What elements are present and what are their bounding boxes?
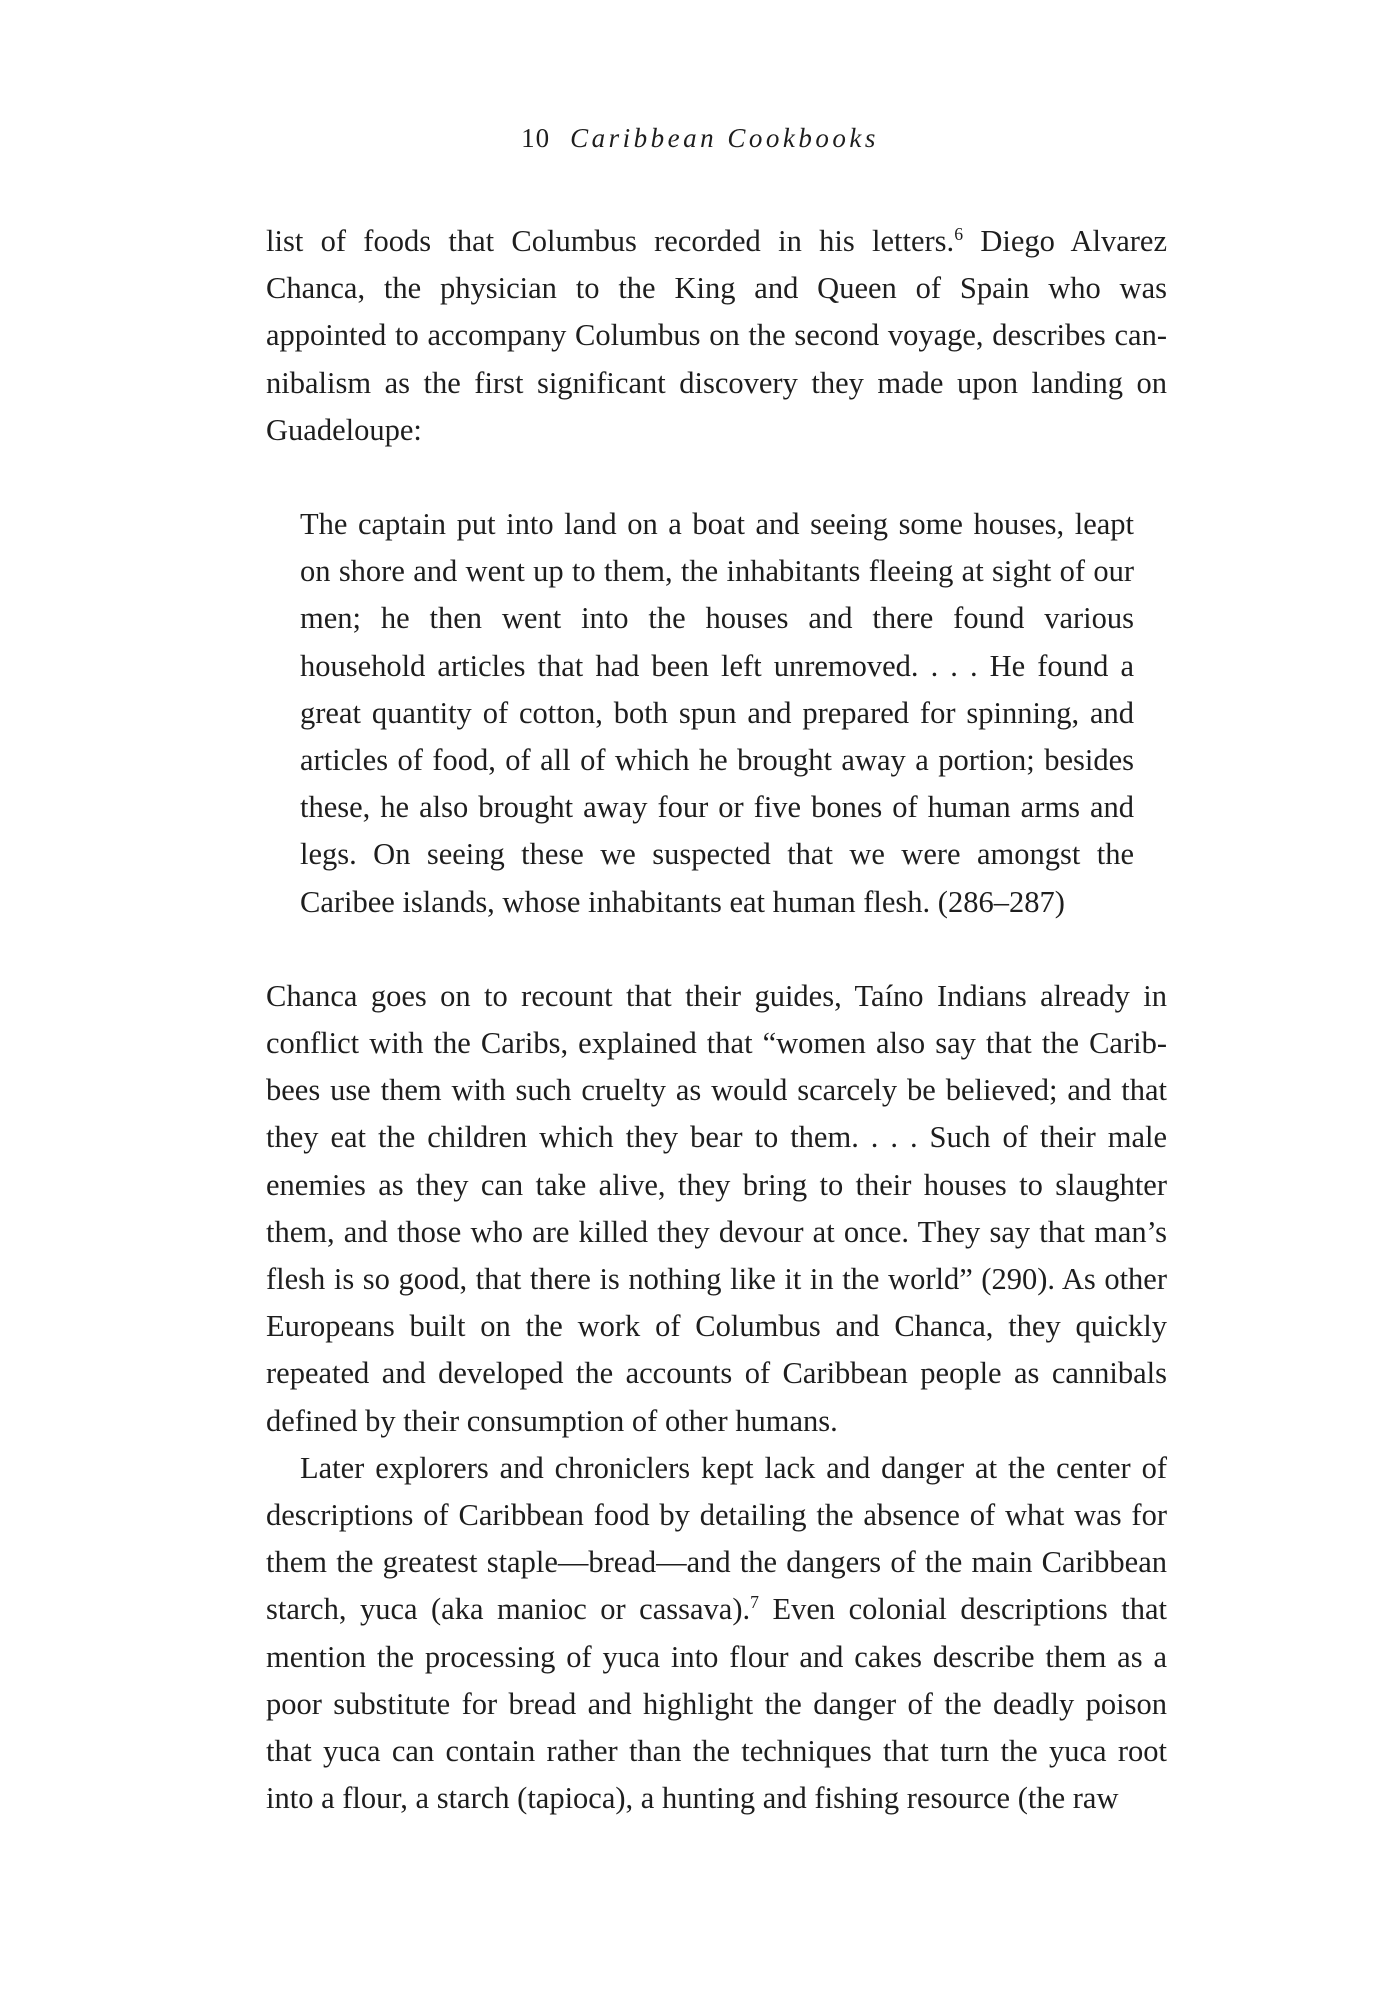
paragraph-continued	[266, 218, 1167, 454]
book-title: Caribbean Cookbooks	[570, 123, 879, 153]
paragraph	[266, 1445, 1167, 1823]
footnote-reference: 7	[750, 1592, 759, 1613]
paragraph-text: list of foods that Columbus recorded in his letters.	[266, 224, 955, 258]
page-number: 10	[521, 123, 551, 153]
footnote-reference: 6	[954, 224, 964, 245]
paragraph: Chanca goes on to recount that their guides, Taíno Indians already in conflict with the Caribs, explained that “women also say that the Caribbees use them with such cruelty as would scarcely be believed; and that they eat the children which they bear to them. . . . Such of their male enemies as they can take alive, they bring to their houses to slaughter them, and those who are killed they devour at once. They say that man’s flesh is so good, that there is nothing like it in the world” (290). As other Europeans built on the work of Columbus and Chanca, they quickly repeated and developed the accounts of Caribbean people as cannibals defined by their consumption of other humans.	[266, 978, 1167, 1438]
block-quotation: The captain put into land on a boat and seeing some houses, leapt on shore and went up to them, the inhabitants fleeing at sight of our men; he then went into the houses and there found various household articles that had been left unremoved. . . . He found a great quantity of cotton, both spun and prepared for spinning, and articles of food, of all of which he brought away a portion; besides these, he also brought away four or five bones of human arms and legs. On seeing these we suspected that we were amongst the Caribee islands, whose inhabitants eat human flesh. (286–287)	[300, 507, 1134, 919]
body-text	[266, 218, 1167, 1823]
paragraph-text: Even colonial descriptions that mention the processing of yuca into flour and cakes describe them as a poor substitute for bread and highlight the danger of the deadly poison that yuca can contain rather than the techniques that turn the yuca root into a flour, a starch (tapioca), a hunting and fishing resource (the raw	[266, 1592, 1167, 1816]
paragraph-text: Diego Alvarez Chanca, the physician to the King and Queen of Spain who was appointed to accompany Columbus on the second voyage, describes cannibalism as the first significant discovery they made upon landing on Guadeloupe:	[266, 224, 1168, 447]
running-head	[0, 118, 1400, 158]
paragraph-text: Later explorers and chroniclers kept lack and danger at the center of descriptions of Caribbean food by detailing the absence of what was for them the greatest staple—bread—and the dangers of the main Caribbean starch, yuca (aka manioc or cassava).	[266, 1450, 1167, 1627]
